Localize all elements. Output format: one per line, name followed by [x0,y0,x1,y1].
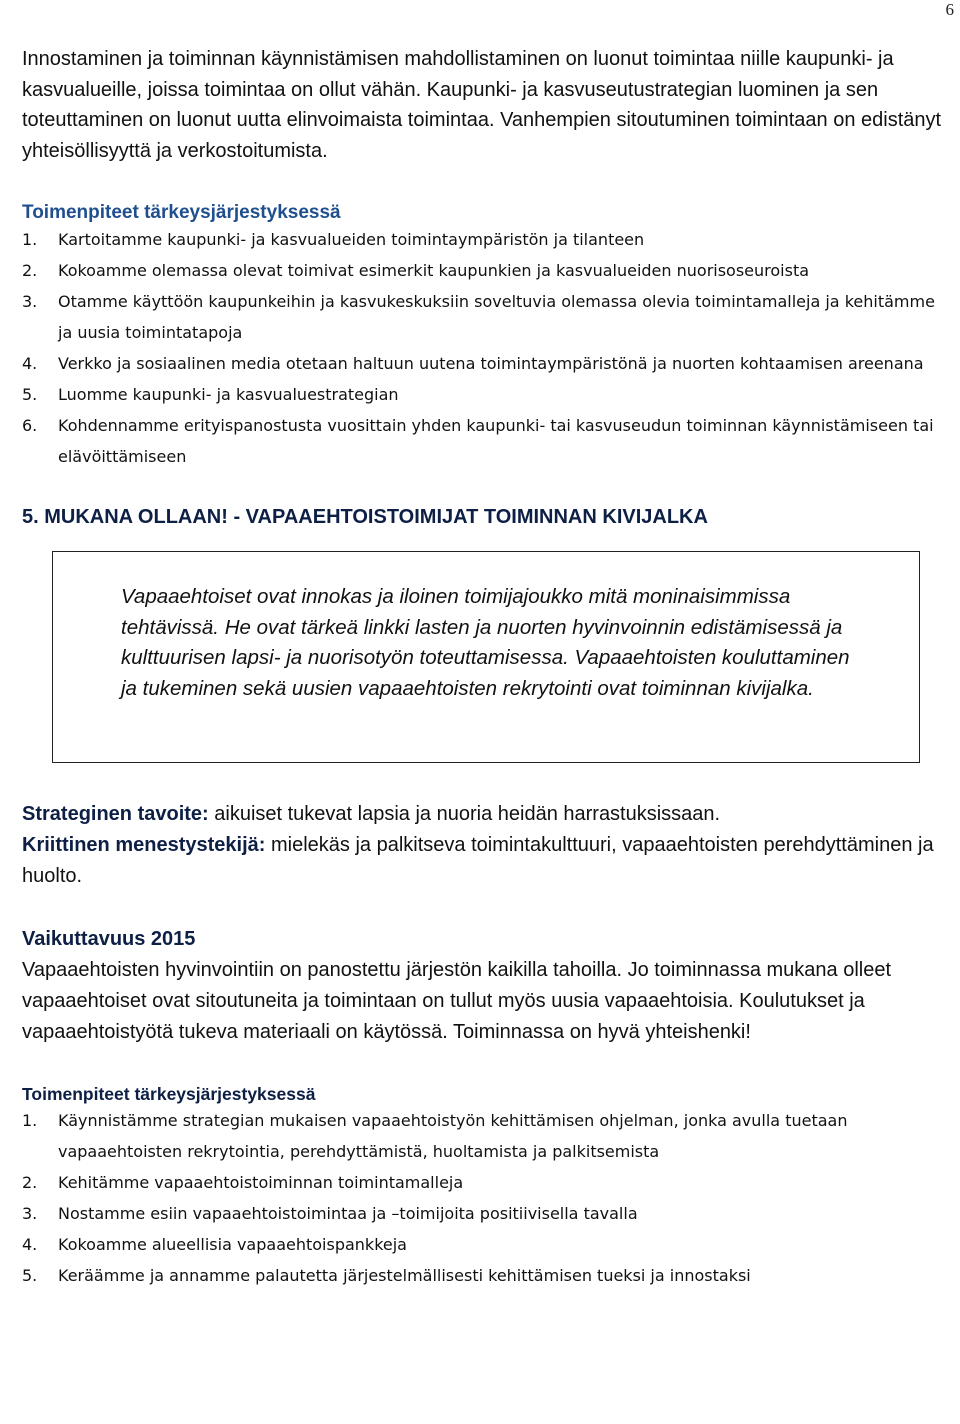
strategy-block [22,799,942,892]
list-item-text: Nostamme esiin vapaaehtoistoimintaa ja –toimijoita positiivisella tavalla [58,1204,638,1223]
list-item [22,1229,942,1260]
impact-title: Vaikuttavuus 2015 [22,928,196,950]
impact-text: Vapaaehtoisten hyvinvointiin on panostettu järjestön kaikilla tahoilla. Jo toiminnassa mukana olleet vapaaehtoiset ovat sitoutuneita ja toimintaan on tullut myös uusia vapaaehtoisia. Koulutukset ja vapaaehtoistyötä tukeva materiaali on käytössä. Toiminnassa on hyvä yhteishenki! [22,959,892,1043]
list-item [22,379,942,410]
intro-paragraph: Innostaminen ja toiminnan käynnistämisen mahdollistaminen on luonut toimintaa niille kaupunki- ja kasvualueille, joissa toimintaa on ollut vähän. Kaupunki- ja kasvuseutustrategian luominen ja sen toteuttaminen on luonut uutta elinvoimaista toimintaa. Vanhempien sitoutuminen toimintaan on edistänyt yhteisöllisyyttä ja verkostoitumista. [22,48,942,162]
list-item-text: Kokoamme olemassa olevat toimivat esimerkit kaupunkien ja kasvualueiden nuorisoseuroista [58,261,810,280]
list-item-text: Kartoitamme kaupunki- ja kasvualueiden toimintaympäristön ja tilanteen [58,230,645,249]
list-item [22,224,942,255]
list-item-number: 4. [22,1235,38,1254]
list-item-number: 1. [22,1111,38,1130]
list-item [22,1167,942,1198]
list-item-number: 6. [22,416,38,435]
measures-list-1 [22,224,942,472]
critical-factor [22,830,942,892]
measures-list-2 [22,1105,942,1291]
list-item-number: 2. [22,1173,38,1192]
list-item [22,348,942,379]
list-item-number: 1. [22,230,38,249]
list-item-text: Otamme käyttöön kaupunkeihin ja kasvukeskuksiin soveltuvia olemassa olevia toimintamalleja ja kehitämme ja uusia toimintatapoja [58,292,935,342]
list-item-number: 5. [22,385,38,404]
strategic-goal-text: aikuiset tukevat lapsia ja nuoria heidän harrastuksissaan. [208,803,721,825]
list-item-number: 5. [22,1266,38,1285]
document-body [22,44,942,1291]
list-item-text: Kokoamme alueellisia vapaaehtoispankkeja [58,1235,407,1254]
impact-block [22,924,942,1048]
list-item-text: Keräämme ja annamme palautetta järjestelmällisesti kehittämisen tueksi ja innostaksi [58,1266,751,1285]
list-item-number: 3. [22,292,38,311]
measures-heading-2: Toimenpiteet tärkeysjärjestyksessä [22,1084,316,1104]
list-item [22,1260,942,1291]
list-item [22,410,942,472]
list-item-number: 3. [22,1204,38,1223]
list-item-text: Kohdennamme erityispanostusta vuosittain yhden kaupunki- tai kasvuseudun toiminnan käynnistämiseen tai elävöittämiseen [58,416,934,466]
critical-factor-label: Kriittinen menestystekijä: [22,834,266,856]
list-item-number: 2. [22,261,38,280]
section-title: 5. MUKANA OLLAAN! - VAPAAEHTOISTOIMIJAT TOIMINNAN KIVIJALKA [22,506,708,528]
list-item [22,1105,942,1167]
callout-box: Vapaaehtoiset ovat innokas ja iloinen toimijajoukko mitä moninaisimmissa tehtävissä. He ovat tärkeä linkki lasten ja nuorten hyvinvoinnin edistämisessä ja kulttuurisen lapsi- ja nuorisotyön toteuttamisessa. Vapaaehtoisten kouluttaminen ja tukeminen sekä uusien vapaaehtoisten rekrytointi ovat toiminnan kivijalka. [52,551,920,763]
list-item-text: Käynnistämme strategian mukaisen vapaaehtoistyön kehittämisen ohjelman, jonka avulla tuetaan vapaaehtoisten rekrytointia, perehdyttämistä, huoltamista ja palkitsemista [58,1111,848,1161]
list-item [22,286,942,348]
strategic-goal-label: Strateginen tavoite: [22,803,209,825]
list-item [22,255,942,286]
list-item [22,1198,942,1229]
page-number: 6 [945,0,954,19]
strategic-goal [22,799,942,830]
measures-heading-1: Toimenpiteet tärkeysjärjestyksessä [22,202,341,223]
critical-factor-text: mielekäs ja palkitseva toimintakulttuuri, vapaaehtoisten perehdyttäminen ja huolto. [22,834,934,887]
list-item-text: Verkko ja sosiaalinen media otetaan haltuun uutena toimintaympäristönä ja nuorten kohtaamisen areenana [58,354,924,373]
list-item-number: 4. [22,354,38,373]
list-item-text: Kehitämme vapaaehtoistoiminnan toimintamalleja [58,1173,464,1192]
list-item-text: Luomme kaupunki- ja kasvualuestrategian [58,385,399,404]
